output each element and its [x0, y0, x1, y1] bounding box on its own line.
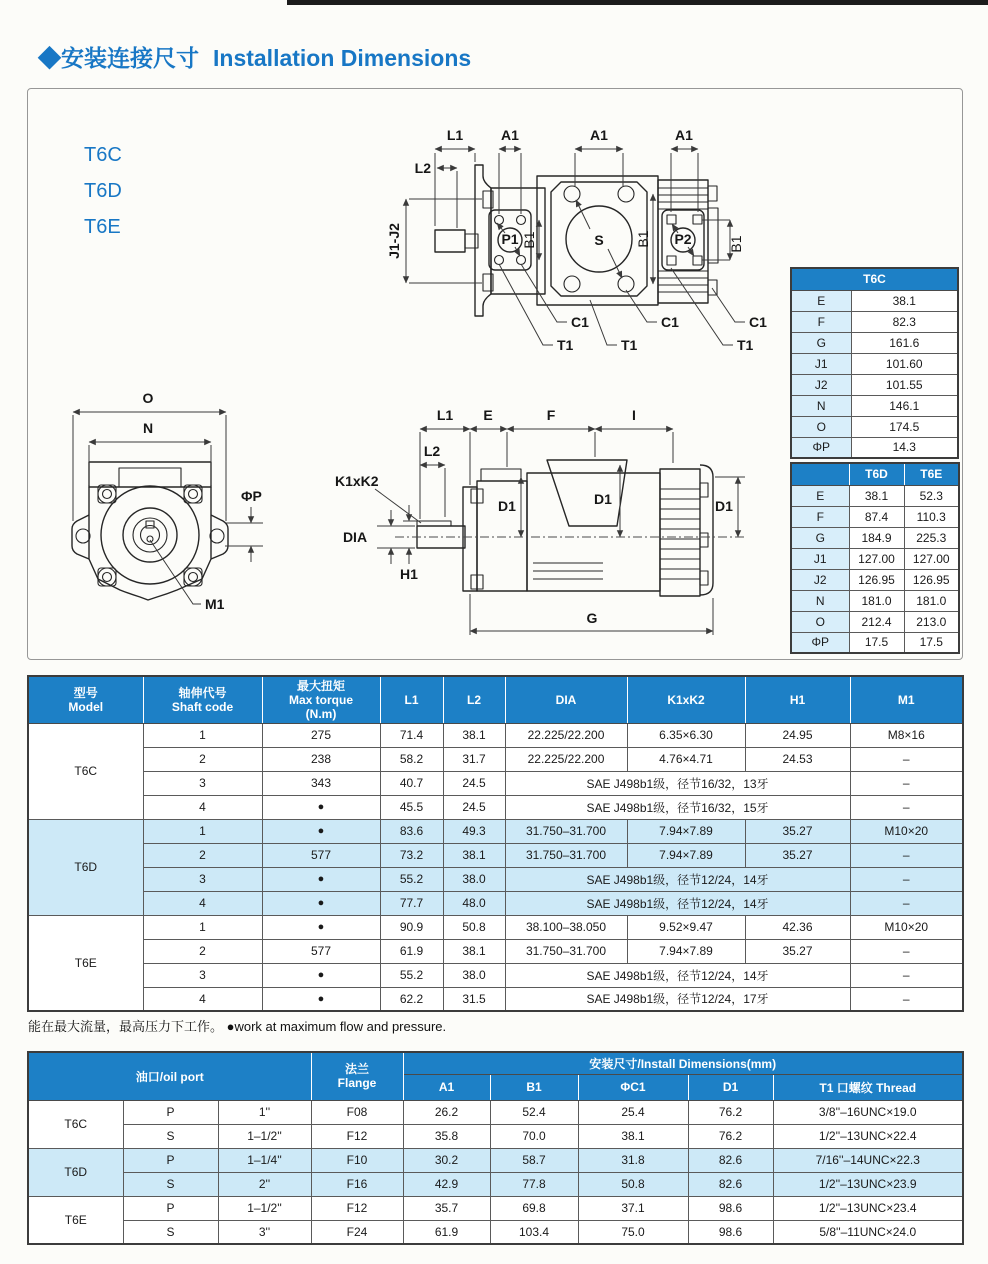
page-title	[38, 40, 471, 73]
install-dim-header-2: ΦC1	[578, 1074, 688, 1100]
main-row-T6C-4	[28, 795, 963, 819]
max-torque-cell: ●	[262, 867, 380, 891]
c1-cell: 25.4	[578, 1100, 688, 1124]
install-dim-header-0: A1	[403, 1074, 490, 1100]
shaft-code-cell: 2	[143, 939, 262, 963]
main-row-T6D-4	[28, 891, 963, 915]
h1-cell: 24.95	[745, 723, 850, 747]
dim-label-m1: M1	[205, 596, 225, 612]
model-cell: T6E	[28, 1196, 123, 1244]
dim-label-a1: A1	[675, 127, 693, 143]
t6de-header-1: T6D	[849, 463, 904, 485]
dim-value: 14.3	[851, 437, 958, 458]
spline-spec-cell: SAE J498b1级，径节12/24，17牙	[505, 987, 850, 1011]
main-row-T6C-1	[28, 723, 963, 747]
l2-cell: 38.1	[443, 723, 505, 747]
t6d-value: 127.00	[849, 548, 904, 569]
thread-cell: 3/8''–16UNC×19.0	[773, 1100, 963, 1124]
dia-cell: 31.750–31.700	[505, 843, 627, 867]
dim-label-l1: L1	[446, 127, 464, 143]
model-cell: T6C	[28, 723, 143, 819]
b1-cell: 69.8	[490, 1196, 578, 1220]
model-cell: T6D	[28, 1148, 123, 1196]
model-cell: T6D	[28, 819, 143, 915]
dim-value: 38.1	[851, 290, 958, 311]
l2-cell: 38.0	[443, 963, 505, 987]
spline-spec-cell: SAE J498b1级，径节16/32，15牙	[505, 795, 850, 819]
b1-cell: 58.7	[490, 1148, 578, 1172]
thread-cell: 5/8''–11UNC×24.0	[773, 1220, 963, 1244]
page-title-zh: ◆安装连接尺寸	[38, 45, 199, 71]
dim-label-d1: D1	[594, 491, 612, 507]
dim-key: F	[791, 506, 849, 527]
d1-cell: 82.6	[688, 1172, 773, 1196]
l1-cell: 62.2	[380, 987, 443, 1011]
dim-label-o: O	[142, 390, 154, 406]
l1-cell: 45.5	[380, 795, 443, 819]
spline-spec-cell: SAE J498b1级，径节16/32，13牙	[505, 771, 850, 795]
main-header-7: H1	[745, 676, 850, 723]
port-label-p1: P1	[501, 231, 519, 247]
drawing-model-t6d: T6D	[84, 180, 122, 202]
main-row-T6C-3	[28, 771, 963, 795]
l1-cell: 40.7	[380, 771, 443, 795]
dim-label-e: E	[483, 407, 493, 423]
t6de-row-E	[791, 485, 959, 506]
dim-key: F	[791, 311, 851, 332]
port-cell: S	[123, 1220, 218, 1244]
port-size-cell: 1–1/4''	[218, 1148, 311, 1172]
dim-value: 101.55	[851, 374, 958, 395]
dim-label-t1: T1	[621, 337, 638, 353]
main-header-2: 最大扭矩 Max torque (N.m)	[262, 676, 380, 723]
page-top-bar	[287, 0, 988, 5]
t6d-value: 87.4	[849, 506, 904, 527]
l1-cell: 71.4	[380, 723, 443, 747]
m1-cell: –	[850, 891, 963, 915]
m1-cell: –	[850, 939, 963, 963]
l2-cell: 38.1	[443, 939, 505, 963]
t6c-row-J1	[791, 353, 958, 374]
main-header-6: K1xK2	[627, 676, 745, 723]
dim-key: E	[791, 290, 851, 311]
dia-cell: 31.750–31.700	[505, 939, 627, 963]
dim-key: J2	[791, 569, 849, 590]
m1-cell: M10×20	[850, 915, 963, 939]
c1-cell: 38.1	[578, 1124, 688, 1148]
a1-cell: 30.2	[403, 1148, 490, 1172]
k1k2-cell: 7.94×7.89	[627, 819, 745, 843]
shaft-code-cell: 4	[143, 795, 262, 819]
flange-cell: F12	[311, 1124, 403, 1148]
m1-cell: –	[850, 747, 963, 771]
dim-value: 174.5	[851, 416, 958, 437]
l2-cell: 49.3	[443, 819, 505, 843]
t6c-row-J2	[791, 374, 958, 395]
t6c-row-O	[791, 416, 958, 437]
front-outline	[72, 462, 228, 600]
dia-cell: 31.750–31.700	[505, 819, 627, 843]
t6de-row-J1	[791, 548, 959, 569]
dim-label-phi-p: ΦP	[241, 488, 262, 504]
flange-cell: F24	[311, 1220, 403, 1244]
drawing-model-t6c: T6C	[84, 144, 122, 166]
main-header-3: L1	[380, 676, 443, 723]
h1-cell: 42.36	[745, 915, 850, 939]
a1-cell: 35.8	[403, 1124, 490, 1148]
dim-key: G	[791, 332, 851, 353]
main-header-8: M1	[850, 676, 963, 723]
m1-cell: M10×20	[850, 819, 963, 843]
l2-cell: 24.5	[443, 795, 505, 819]
t6c-dimensions-table	[790, 267, 959, 459]
m1-cell: –	[850, 843, 963, 867]
main-row-T6D-2	[28, 843, 963, 867]
dim-label-t1: T1	[557, 337, 574, 353]
a1-cell: 42.9	[403, 1172, 490, 1196]
t6e-value: 52.3	[904, 485, 959, 506]
dim-label-f: F	[546, 407, 556, 423]
top-view-dimensions	[386, 127, 767, 353]
drawing-model-t6e: T6E	[84, 216, 121, 238]
max-torque-cell: 238	[262, 747, 380, 771]
dim-label-b1: B1	[521, 231, 537, 249]
m1-cell: –	[850, 987, 963, 1011]
d1-cell: 98.6	[688, 1220, 773, 1244]
dim-value: 146.1	[851, 395, 958, 416]
l2-cell: 31.7	[443, 747, 505, 771]
t6de-header-2: T6E	[904, 463, 959, 485]
dim-label-t1: T1	[737, 337, 754, 353]
m1-cell: –	[850, 963, 963, 987]
dim-label-g: G	[586, 610, 598, 626]
port-row-T6E-S	[28, 1220, 963, 1244]
main-row-T6C-2	[28, 747, 963, 771]
flange-cell: F16	[311, 1172, 403, 1196]
footnote: 能在最大流量，最高压力下工作。 ●work at maximum flow and pressure.	[28, 1019, 447, 1034]
h1-cell: 24.53	[745, 747, 850, 771]
h1-cell: 35.27	[745, 819, 850, 843]
shaft-code-cell: 3	[143, 963, 262, 987]
h1-cell: 35.27	[745, 843, 850, 867]
l2-cell: 38.1	[443, 843, 505, 867]
max-torque-cell: ●	[262, 819, 380, 843]
main-row-T6E-3	[28, 963, 963, 987]
model-cell: T6C	[28, 1100, 123, 1148]
l1-cell: 61.9	[380, 939, 443, 963]
dim-key: N	[791, 590, 849, 611]
port-size-cell: 1''	[218, 1100, 311, 1124]
install-dim-header-1: B1	[490, 1074, 578, 1100]
port-size-cell: 1–1/2''	[218, 1124, 311, 1148]
oil-port-header: 油口/oil port	[28, 1052, 311, 1100]
t6de-row-O	[791, 611, 959, 632]
shaft-code-cell: 4	[143, 891, 262, 915]
t6c-table-title: T6C	[791, 268, 958, 290]
flange-cell: F10	[311, 1148, 403, 1172]
m1-cell: –	[850, 771, 963, 795]
dia-cell: 22.225/22.200	[505, 723, 627, 747]
t6e-value: 181.0	[904, 590, 959, 611]
l1-cell: 55.2	[380, 963, 443, 987]
dia-cell: 22.225/22.200	[505, 747, 627, 771]
shaft-code-cell: 1	[143, 723, 262, 747]
dim-label-d1: D1	[498, 498, 516, 514]
max-torque-cell: ●	[262, 987, 380, 1011]
t6d-value: 212.4	[849, 611, 904, 632]
b1-cell: 103.4	[490, 1220, 578, 1244]
t6c-row-ΦP	[791, 437, 958, 458]
l1-cell: 58.2	[380, 747, 443, 771]
l2-cell: 24.5	[443, 771, 505, 795]
t6e-value: 127.00	[904, 548, 959, 569]
dim-label-dia: DIA	[342, 529, 368, 545]
model-cell: T6E	[28, 915, 143, 1011]
dim-label-l1: L1	[436, 407, 454, 423]
max-torque-cell: ●	[262, 915, 380, 939]
thread-cell: 1/2''–13UNC×23.4	[773, 1196, 963, 1220]
dim-label-a1: A1	[501, 127, 519, 143]
dim-label-c1: C1	[571, 314, 589, 330]
port-row-T6D-P	[28, 1148, 963, 1172]
dim-label-a1: A1	[590, 127, 608, 143]
spline-spec-cell: SAE J498b1级，径节12/24，14牙	[505, 963, 850, 987]
side-dimensions	[335, 407, 745, 635]
b1-cell: 52.4	[490, 1100, 578, 1124]
install-dim-header-4: T1 口螺纹 Thread	[773, 1074, 963, 1100]
l1-cell: 90.9	[380, 915, 443, 939]
l1-cell: 55.2	[380, 867, 443, 891]
c1-cell: 75.0	[578, 1220, 688, 1244]
pump-side-view-drawing	[315, 393, 750, 658]
dim-label-n: N	[142, 420, 154, 436]
dim-key: J2	[791, 374, 851, 395]
t6c-row-F	[791, 311, 958, 332]
install-dim-header-3: D1	[688, 1074, 773, 1100]
d1-cell: 98.6	[688, 1196, 773, 1220]
t6de-row-ΦP	[791, 632, 959, 653]
port-size-cell: 2''	[218, 1172, 311, 1196]
k1k2-cell: 7.94×7.89	[627, 939, 745, 963]
port-label-p2: P2	[674, 231, 692, 247]
side-outline	[395, 460, 745, 596]
flange-cell: F12	[311, 1196, 403, 1220]
t6de-row-J2	[791, 569, 959, 590]
shaft-spec-table	[27, 675, 964, 1012]
a1-cell: 35.7	[403, 1196, 490, 1220]
m1-cell: –	[850, 867, 963, 891]
shaft-code-cell: 1	[143, 915, 262, 939]
main-row-T6D-1	[28, 819, 963, 843]
main-header-4: L2	[443, 676, 505, 723]
t6c-row-E	[791, 290, 958, 311]
port-row-T6E-P	[28, 1196, 963, 1220]
t6e-value: 110.3	[904, 506, 959, 527]
dim-value: 101.60	[851, 353, 958, 374]
dim-label-c1: C1	[749, 314, 767, 330]
dim-label-l2: L2	[423, 443, 441, 459]
dim-key: ΦP	[791, 632, 849, 653]
t6c-row-G	[791, 332, 958, 353]
dim-value: 82.3	[851, 311, 958, 332]
l1-cell: 77.7	[380, 891, 443, 915]
port-label-s: S	[594, 232, 604, 248]
l1-cell: 83.6	[380, 819, 443, 843]
t6e-value: 17.5	[904, 632, 959, 653]
dim-value: 161.6	[851, 332, 958, 353]
dim-label-l2: L2	[414, 160, 431, 176]
spline-spec-cell: SAE J498b1级，径节12/24，14牙	[505, 867, 850, 891]
max-torque-cell: 577	[262, 843, 380, 867]
port-cell: P	[123, 1148, 218, 1172]
port-row-T6D-S	[28, 1172, 963, 1196]
shaft-code-cell: 2	[143, 843, 262, 867]
dim-key: N	[791, 395, 851, 416]
dim-label-i: I	[632, 407, 636, 423]
spline-spec-cell: SAE J498b1级，径节12/24，14牙	[505, 891, 850, 915]
dim-key: J1	[791, 548, 849, 569]
max-torque-cell: ●	[262, 891, 380, 915]
l2-cell: 50.8	[443, 915, 505, 939]
b1-cell: 70.0	[490, 1124, 578, 1148]
dim-key: E	[791, 485, 849, 506]
port-cell: P	[123, 1100, 218, 1124]
shaft-code-cell: 4	[143, 987, 262, 1011]
main-header-5: DIA	[505, 676, 627, 723]
t6de-row-N	[791, 590, 959, 611]
shaft-code-cell: 1	[143, 819, 262, 843]
c1-cell: 31.8	[578, 1148, 688, 1172]
k1k2-cell: 6.35×6.30	[627, 723, 745, 747]
main-header-1: 轴伸代号 Shaft code	[143, 676, 262, 723]
d1-cell: 82.6	[688, 1148, 773, 1172]
dim-key: O	[791, 416, 851, 437]
t6e-value: 225.3	[904, 527, 959, 548]
thread-cell: 1/2''–13UNC×22.4	[773, 1124, 963, 1148]
c1-cell: 37.1	[578, 1196, 688, 1220]
t6e-value: 126.95	[904, 569, 959, 590]
max-torque-cell: 275	[262, 723, 380, 747]
flange-header: 法兰 Flange	[311, 1052, 403, 1100]
t6d-value: 38.1	[849, 485, 904, 506]
thread-cell: 1/2''–13UNC×23.9	[773, 1172, 963, 1196]
a1-cell: 26.2	[403, 1100, 490, 1124]
main-header-0: 型号 Model	[28, 676, 143, 723]
dim-label-d1: D1	[715, 498, 733, 514]
main-row-T6D-3	[28, 867, 963, 891]
shaft-code-cell: 3	[143, 867, 262, 891]
t6c-row-N	[791, 395, 958, 416]
t6de-header-0	[791, 463, 849, 485]
main-row-T6E-1	[28, 915, 963, 939]
max-torque-cell: 577	[262, 939, 380, 963]
t6d-value: 181.0	[849, 590, 904, 611]
port-size-cell: 3''	[218, 1220, 311, 1244]
d1-cell: 76.2	[688, 1124, 773, 1148]
port-flange-table	[27, 1051, 964, 1245]
main-row-T6E-4	[28, 987, 963, 1011]
dim-label-h1: H1	[400, 566, 418, 582]
port-size-cell: 1–1/2''	[218, 1196, 311, 1220]
k1k2-cell: 9.52×9.47	[627, 915, 745, 939]
max-torque-cell: ●	[262, 795, 380, 819]
port-cell: S	[123, 1124, 218, 1148]
dim-key: J1	[791, 353, 851, 374]
port-row-T6C-P	[28, 1100, 963, 1124]
m1-cell: –	[850, 795, 963, 819]
pump-top-view-drawing	[385, 118, 785, 368]
a1-cell: 61.9	[403, 1220, 490, 1244]
t6de-row-G	[791, 527, 959, 548]
shaft-code-cell: 3	[143, 771, 262, 795]
dim-label-b1: B1	[635, 230, 651, 248]
dim-label-c1: C1	[661, 314, 679, 330]
l2-cell: 31.5	[443, 987, 505, 1011]
k1k2-cell: 4.76×4.71	[627, 747, 745, 771]
dia-cell: 38.100–38.050	[505, 915, 627, 939]
shaft-code-cell: 2	[143, 747, 262, 771]
dim-key: ΦP	[791, 437, 851, 458]
l1-cell: 73.2	[380, 843, 443, 867]
pump-front-view-drawing	[45, 388, 320, 653]
t6e-value: 213.0	[904, 611, 959, 632]
port-cell: P	[123, 1196, 218, 1220]
main-row-T6E-2	[28, 939, 963, 963]
install-dimensions-header: 安装尺寸/Install Dimensions(mm)	[403, 1052, 963, 1074]
l2-cell: 38.0	[443, 867, 505, 891]
b1-cell: 77.8	[490, 1172, 578, 1196]
flange-cell: F08	[311, 1100, 403, 1124]
h1-cell: 35.27	[745, 939, 850, 963]
k1k2-cell: 7.94×7.89	[627, 843, 745, 867]
thread-cell: 7/16''–14UNC×22.3	[773, 1148, 963, 1172]
c1-cell: 50.8	[578, 1172, 688, 1196]
port-row-T6C-S	[28, 1124, 963, 1148]
dim-key: G	[791, 527, 849, 548]
dim-label-k1k2: K1xK2	[335, 473, 379, 489]
page-title-en: Installation Dimensions	[213, 45, 472, 71]
dim-label-j1j2: J1-J2	[386, 223, 402, 259]
max-torque-cell: ●	[262, 963, 380, 987]
dim-label-b1: B1	[728, 235, 744, 253]
max-torque-cell: 343	[262, 771, 380, 795]
port-cell: S	[123, 1172, 218, 1196]
t6de-row-F	[791, 506, 959, 527]
t6d-t6e-dimensions-table	[790, 462, 960, 654]
m1-cell: M8×16	[850, 723, 963, 747]
t6d-value: 17.5	[849, 632, 904, 653]
t6d-value: 126.95	[849, 569, 904, 590]
d1-cell: 76.2	[688, 1100, 773, 1124]
dim-key: O	[791, 611, 849, 632]
l2-cell: 48.0	[443, 891, 505, 915]
t6d-value: 184.9	[849, 527, 904, 548]
